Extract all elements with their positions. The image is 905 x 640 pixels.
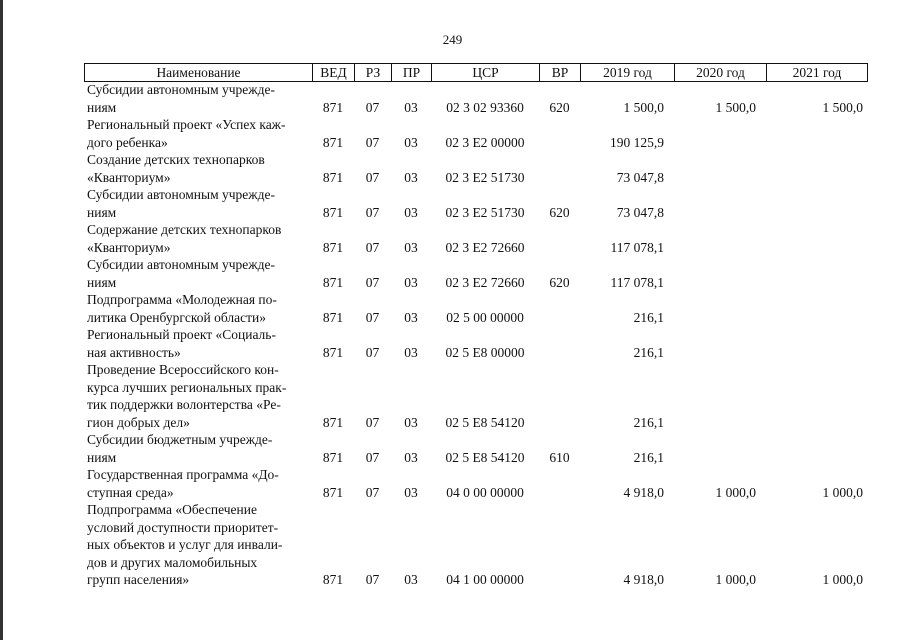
- header-name: Наименование: [85, 64, 313, 81]
- row-pr: 03: [404, 204, 418, 220]
- row-name-line: групп населения»: [87, 572, 190, 587]
- row-2019: 4 918,0: [623, 572, 664, 587]
- row-name-line: курса лучших региональных прак-: [87, 379, 287, 395]
- row-csr: 02 3 E2 72660: [445, 239, 525, 255]
- row-name-line: ниям: [87, 449, 117, 465]
- row-rz: 07: [365, 572, 380, 587]
- row-ved: 871: [322, 309, 344, 325]
- row-ved: 871: [322, 344, 344, 360]
- row-pr: 03: [404, 99, 418, 115]
- row-ved: 871: [322, 239, 344, 255]
- row-vr: 620: [549, 204, 570, 220]
- row-2019: 1 500,0: [623, 99, 664, 115]
- table-row: [84, 431, 866, 466]
- row-2019: 73 047,8: [616, 204, 664, 220]
- table-row: [84, 466, 866, 501]
- row-pr: 03: [404, 134, 418, 150]
- row-name-line: условий доступности приоритет-: [87, 519, 279, 535]
- row-ved: 871: [322, 99, 344, 115]
- row-csr: 02 5 00 00000: [446, 309, 524, 325]
- row-csr: 02 5 E8 54120: [445, 449, 525, 465]
- table-row: [84, 151, 866, 186]
- row-2019: 216,1: [633, 414, 664, 430]
- row-csr: 04 0 00 00000: [446, 484, 524, 500]
- header-pr: ПР: [392, 64, 432, 81]
- header-2021: 2021 год: [792, 65, 842, 80]
- row-2019: 216,1: [633, 344, 664, 360]
- row-name: [84, 326, 312, 361]
- header-csr: ЦСР: [432, 64, 540, 81]
- row-2021: 1 000,0: [822, 572, 863, 587]
- row-rz: 07: [365, 169, 380, 185]
- table-row: [84, 501, 866, 589]
- table-row: [84, 81, 866, 116]
- row-2021: 1 000,0: [822, 484, 863, 500]
- header-2020: 2020 год: [675, 64, 767, 81]
- row-rz: 07: [365, 344, 380, 360]
- row-rz: 07: [365, 239, 380, 255]
- row-name-line: Субсидии автономным учрежде-: [87, 187, 275, 202]
- header-vr: ВР: [540, 64, 581, 81]
- row-name-line: ниям: [87, 274, 117, 290]
- row-name-line: тик поддержки волонтерства «Ре-: [87, 397, 281, 412]
- row-name-line: «Кванториум»: [87, 169, 171, 185]
- row-2020: 1 500,0: [715, 99, 756, 115]
- table-row: [84, 256, 866, 291]
- row-ved: 871: [322, 169, 344, 185]
- row-rz: 07: [365, 204, 380, 220]
- header-ved: ВЕД: [313, 64, 355, 81]
- row-name: [84, 116, 312, 151]
- row-name: [84, 501, 312, 589]
- table-row: [84, 116, 866, 151]
- row-csr: 02 5 E8 54120: [445, 414, 525, 430]
- row-pr: 03: [404, 239, 418, 255]
- row-csr: 02 5 E8 00000: [445, 344, 525, 360]
- row-name: [84, 431, 312, 466]
- row-name-line: Субсидии бюджетным учрежде-: [87, 432, 273, 447]
- row-pr: 03: [404, 309, 418, 325]
- row-name-line: литика Оренбургской области»: [87, 309, 267, 325]
- table-header: [84, 63, 868, 82]
- row-rz: 07: [365, 99, 380, 115]
- row-csr: 02 3 E2 51730: [445, 204, 525, 220]
- row-pr: 03: [404, 344, 418, 360]
- row-name-line: Государственная программа «До-: [87, 467, 279, 482]
- row-vr: 610: [549, 449, 570, 465]
- row-name-line: Содержание детских технопарков: [87, 222, 282, 237]
- row-csr: 02 3 E2 72660: [445, 274, 525, 290]
- row-name-line: Создание детских технопарков: [87, 152, 265, 167]
- row-name: [84, 221, 312, 256]
- row-pr: 03: [404, 169, 418, 185]
- table-body: [84, 81, 866, 589]
- row-ved: 871: [322, 484, 344, 500]
- row-name-line: ная активность»: [87, 344, 181, 360]
- row-name-line: гион добрых дел»: [87, 414, 190, 430]
- row-rz: 07: [365, 134, 380, 150]
- row-pr: 03: [404, 414, 418, 430]
- row-name-line: Субсидии автономным учрежде-: [87, 82, 275, 97]
- row-name-line: дого ребенка»: [87, 134, 168, 150]
- row-name: [84, 256, 312, 291]
- row-name-line: ных объектов и услуг для инвали-: [87, 537, 283, 552]
- row-name-line: Региональный проект «Социаль-: [87, 327, 276, 342]
- row-rz: 07: [365, 484, 380, 500]
- row-2020: 1 000,0: [715, 572, 756, 587]
- row-name: [84, 151, 312, 186]
- row-pr: 03: [404, 274, 418, 290]
- row-name-line: «Кванториум»: [87, 239, 171, 255]
- row-name-line: ниям: [87, 204, 117, 220]
- row-2019: 73 047,8: [616, 169, 664, 185]
- row-vr: 620: [549, 274, 570, 290]
- row-name-line: Субсидии автономным учрежде-: [87, 257, 275, 272]
- row-name-line: дов и других маломобильных: [87, 554, 258, 570]
- row-name-line: Проведение Всероссийского кон-: [87, 362, 279, 377]
- row-name: [84, 81, 312, 116]
- row-name-line: Подпрограмма «Обеспечение: [87, 502, 257, 517]
- row-2019: 190 125,9: [610, 134, 664, 150]
- row-rz: 07: [365, 449, 380, 465]
- table-row: [84, 186, 866, 221]
- row-2019: 4 918,0: [623, 484, 664, 500]
- row-name-line: Подпрограмма «Молодежная по-: [87, 292, 277, 307]
- row-2020: 1 000,0: [715, 484, 756, 500]
- row-2019: 216,1: [633, 449, 664, 465]
- row-pr: 03: [404, 449, 418, 465]
- row-pr: 03: [404, 572, 418, 587]
- row-name: [84, 361, 312, 431]
- row-2021: 1 500,0: [822, 99, 863, 115]
- header-2019: 2019 год: [581, 64, 675, 81]
- row-name-line: Региональный проект «Успех каж-: [87, 117, 286, 132]
- row-ved: 871: [322, 134, 344, 150]
- row-2019: 117 078,1: [610, 274, 664, 290]
- row-ved: 871: [322, 572, 344, 587]
- row-name: [84, 186, 312, 221]
- row-rz: 07: [365, 414, 380, 430]
- row-ved: 871: [322, 274, 344, 290]
- row-name-line: ступная среда»: [87, 484, 174, 500]
- row-csr: 02 3 E2 00000: [445, 134, 525, 150]
- row-rz: 07: [365, 309, 380, 325]
- row-name-line: ниям: [87, 99, 117, 115]
- page-number: 249: [442, 32, 463, 47]
- row-ved: 871: [322, 204, 344, 220]
- row-name: [84, 291, 312, 326]
- row-ved: 871: [322, 449, 344, 465]
- row-pr: 03: [404, 484, 418, 500]
- row-2019: 117 078,1: [610, 239, 664, 255]
- row-csr: 02 3 E2 51730: [445, 169, 525, 185]
- table-row: [84, 291, 866, 326]
- table-row: [84, 361, 866, 431]
- row-rz: 07: [365, 274, 380, 290]
- row-2019: 216,1: [633, 309, 664, 325]
- row-ved: 871: [322, 414, 344, 430]
- row-name: [84, 466, 312, 501]
- row-vr: 620: [549, 99, 570, 115]
- row-csr: 02 3 02 93360: [446, 99, 524, 115]
- table-row: [84, 221, 866, 256]
- table-row: [84, 326, 866, 361]
- row-csr: 04 1 00 00000: [446, 572, 524, 587]
- header-rz: РЗ: [355, 64, 392, 81]
- page-edge-mark: [0, 0, 3, 640]
